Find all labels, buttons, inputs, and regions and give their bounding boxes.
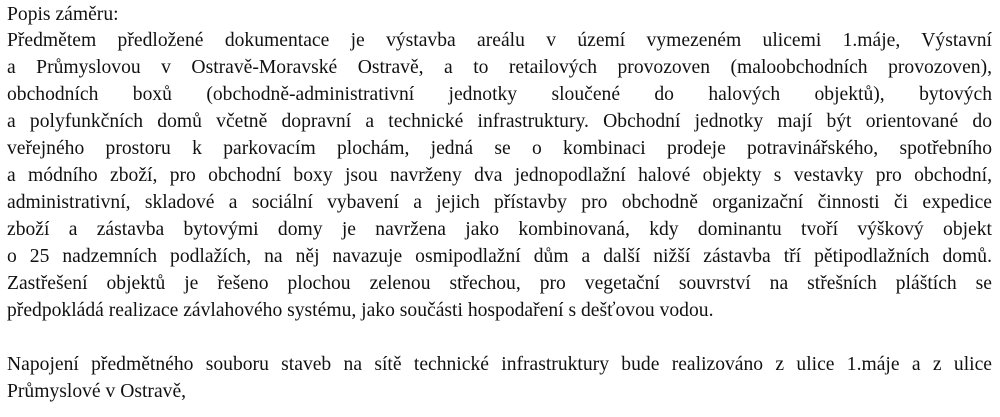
paragraph-line: Napojení předmětného souboru staveb na sítě technické infrastruktury bude realizováno z ulice 1.máje a z ulice [7,354,992,375]
paragraph-line: zboží a zástavba bytovými domy je navržena jako kombinovaná, kdy dominantu tvoří výškový objekt [7,219,992,240]
paragraph-line: Zastřešení objektů je řešeno plochou zelenou střechou, pro vegetační souvrství na střešních pláštích se [7,273,992,294]
paragraph-line: administrativní, skladové a sociální vybavení a jejich přístavby pro obchodně organizační činnosti či expedice [7,192,992,213]
paragraph-line: Předmětem předložené dokumentace je výstavba areálu v území vymezeném ulicemi 1.máje, Výstavní [7,30,992,51]
paragraph-line: a Průmyslovou v Ostravě-Moravské Ostravě, a to retailových provozoven (maloobchodních provozoven), [7,57,992,78]
paragraph-line: předpokládá realizace závlahového systému, jako součásti hospodaření s dešťovou vodou. [7,300,714,321]
paragraph-line: o 25 nadzemních podlažích, na něj navazuje osmipodlažní dům a další nižší zástavba tří pětipodlažních domů. [7,246,992,267]
paragraph-line: a módního zboží, pro obchodní boxy jsou navrženy dva jednopodlažní halové objekty s vestavky pro obchodní, [7,165,992,186]
paragraph-line: veřejného prostoru k parkovacím plochám, jedná se o kombinaci prodeje potravinářského, spotřebního [7,138,992,159]
document-heading: Popis záměru: [7,4,119,25]
paragraph-line: a polyfunkčních domů včetně dopravní a technické infrastruktury. Obchodní jednotky mají být orientované do [7,111,992,132]
paragraph-line: Průmyslové v Ostravě, [7,381,187,402]
paragraph-line: obchodních boxů (obchodně-administrativní jednotky sloučené do halových objektů), bytových [7,84,992,105]
